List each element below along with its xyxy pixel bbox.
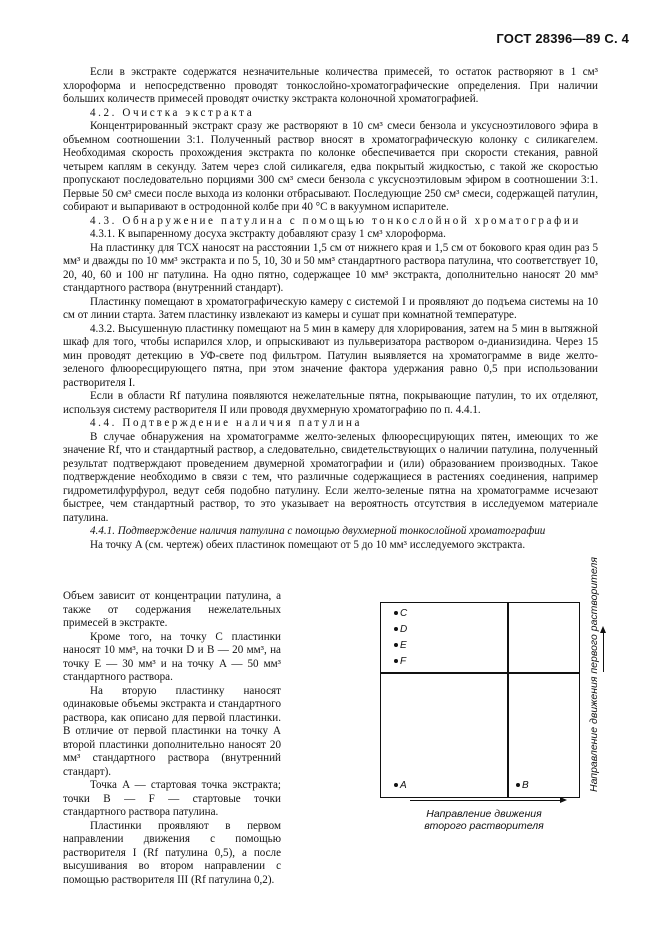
paragraph: Пластинку помещают в хроматографическую камеру с системой I и проявляют до подъема системы на 10 см от линии старта. Затем пластинку извлекают из камеры и сушат при комнатной температуре. <box>63 295 598 321</box>
paragraph: Если в области Rf патулина появляются нежелательные пятна, покрывающие патулин, то их отделяют, используя систему растворителя II или проводя двухмерную хроматографию по п. 4.4.1. <box>63 390 598 416</box>
page-header: ГОСТ 28396—89 С. 4 <box>496 31 629 46</box>
paragraph: Концентрированный экстракт сразу же растворяют в 10 см³ смеси бензола и уксусноэтилового эфира в объемном соотношении 3:1. Полученный раствор вносят в хроматографическую колонку с силикагелем. Необходимая скорость прохождения экстракта по колонке обеспечивается при скорости стекания, равной четырем каплям в секунду. Затем через слой силикагеля, едва покрытый жидкостью, с такой же скоростью пропускают последовательно порциями 300 см³ смеси бензола с уксусноэтиловым эфиром в соотношении 3:1. Первые 50 см³ смеси после выхода из колонки отбрасывают. Последующие 250 см³ смеси, содержащей патулин, собирают и выпаривают в остродонной колбе при 40 °С в вакуумном испарителе. <box>63 120 598 213</box>
paragraph: 4.3.1. К выпаренному досуха экстракту добавляют сразу 1 см³ хлороформа. <box>90 228 446 240</box>
paragraph: 4.3.2. Высушенную пластинку помещают на 5 мин в камеру для хлорирования, затем на 5 мин в вытяжной шкаф для того, чтобы испарился хлор, и опрыскивают из пульверизатора раствором о-дианизидина. Через 15 мин проводят детекцию в УФ-свете под фильтром. Патулин выявляется на хроматограмме в виде желто-зеленого флюоресцирующего пятна, при этом значение фактора удержания равно 0,5 при использовании растворителя I. <box>63 322 598 389</box>
point-e: E <box>394 640 407 652</box>
grid-vertical-line <box>507 602 509 798</box>
paragraph: Точка A — стартовая точка экстракта; точки B — F — стартовые точки стандартного раствора патулина. <box>63 779 281 818</box>
section-heading-4-3: 4.3. Обнаружение патулина с помощью тонкослойной хроматографии <box>90 214 581 227</box>
plate-grid <box>380 602 580 798</box>
paragraph: Объем зависит от концентрации патулина, а также от содержания нежелательных примесей в экстракте. <box>63 590 281 629</box>
paragraph: На вторую пластинку наносят одинаковые объемы экстракта и стандартного раствора, как описано для первой пластинки. В отличие от первой пластинки на точку A второй пластинки дополнительно наносят 20 мм³ стандартного раствора (внутренний стандарт). <box>63 684 281 778</box>
section-heading-4-4-1: 4.4.1. Подтверждение наличия патулина с помощью двухмерной тонкослойной хроматографии <box>90 525 546 537</box>
paragraph: Если в экстракте содержатся незначительные количества примесей, то остаток растворяют в 1 см³ хлороформа и непосредственно проводят тонкослойно-хроматографические определения. При наличии больших количеств примесей проводят очистку экстракта колоночной хроматографией. <box>63 66 598 105</box>
section-heading-4-4: 4.4. Подтверждение наличия патулина <box>90 417 363 429</box>
first-solvent-caption: Направление движения первого растворителя <box>588 557 600 792</box>
paragraph: На пластинку для ТСХ наносят на расстоянии 1,5 см от нижнего края и 1,5 см от бокового края один раз 5 мм³ и дважды по 10 мм³ экстракта и по 5, 10, 30 и 50 мм³ стандартного раствора патулина, что соответствует 10, 20, 40, 60 и 100 нг патулина. На одно пятно, содержащее 10 мм³ экстракта, дополнительно наносят 20 мм³ стандартного раствора (внутренний стандарт). <box>63 241 598 294</box>
point-c: C <box>394 608 407 620</box>
section-heading-4-2: 4.2. Очистка экстракта <box>90 106 255 119</box>
paragraph: Кроме того, на точку C пластинки наносят 10 мм³, на точки D и B — 20 мм³, на точку E — 30 мм³ и на точку A — 50 мм³ стандартного раствора. <box>63 630 281 683</box>
second-direction-arrow <box>410 800 560 801</box>
grid-horizontal-line <box>380 672 580 674</box>
point-f: F <box>394 656 406 668</box>
point-b: B <box>516 780 529 792</box>
point-d: D <box>394 624 407 636</box>
paragraph: На точку A (см. чертеж) обеих пластинок помещают от 5 до 10 мм³ исследуемого экстракта. <box>90 538 526 551</box>
chromatography-diagram <box>380 557 610 834</box>
left-column-text <box>63 590 281 887</box>
point-a: A <box>394 780 407 792</box>
paragraph: Пластинки проявляют в первом направлении движения с помощью растворителя I (Rf патулина 0,5), а после высушивания во втором направлении с помощью растворителя III (Rf патулина 0,2). <box>63 819 281 886</box>
paragraph: В случае обнаружения на хроматограмме желто-зеленых флюоресцирующих пятен, имеющих то же значение Rf, что и стандартный раствор, а следовательно, свидетельствующих о наличии патулина, полученный результат подтверждают проведением двумерной хроматографии и (или) образованием производных. Такое подтверждение необходимо в связи с тем, что различные содержащиеся в растениях соединения, например гидрометилфурфурол, ведут себя подобно патулину. Если желто-зеленые пятна на хроматограмме исчезают быстрее, чем стандартный раствор, то это указывает на вероятность отсутствия в исследуемом материале патулина. <box>63 430 598 524</box>
body-text <box>63 66 598 552</box>
second-solvent-caption: Направление движения второго растворителя <box>424 808 544 832</box>
